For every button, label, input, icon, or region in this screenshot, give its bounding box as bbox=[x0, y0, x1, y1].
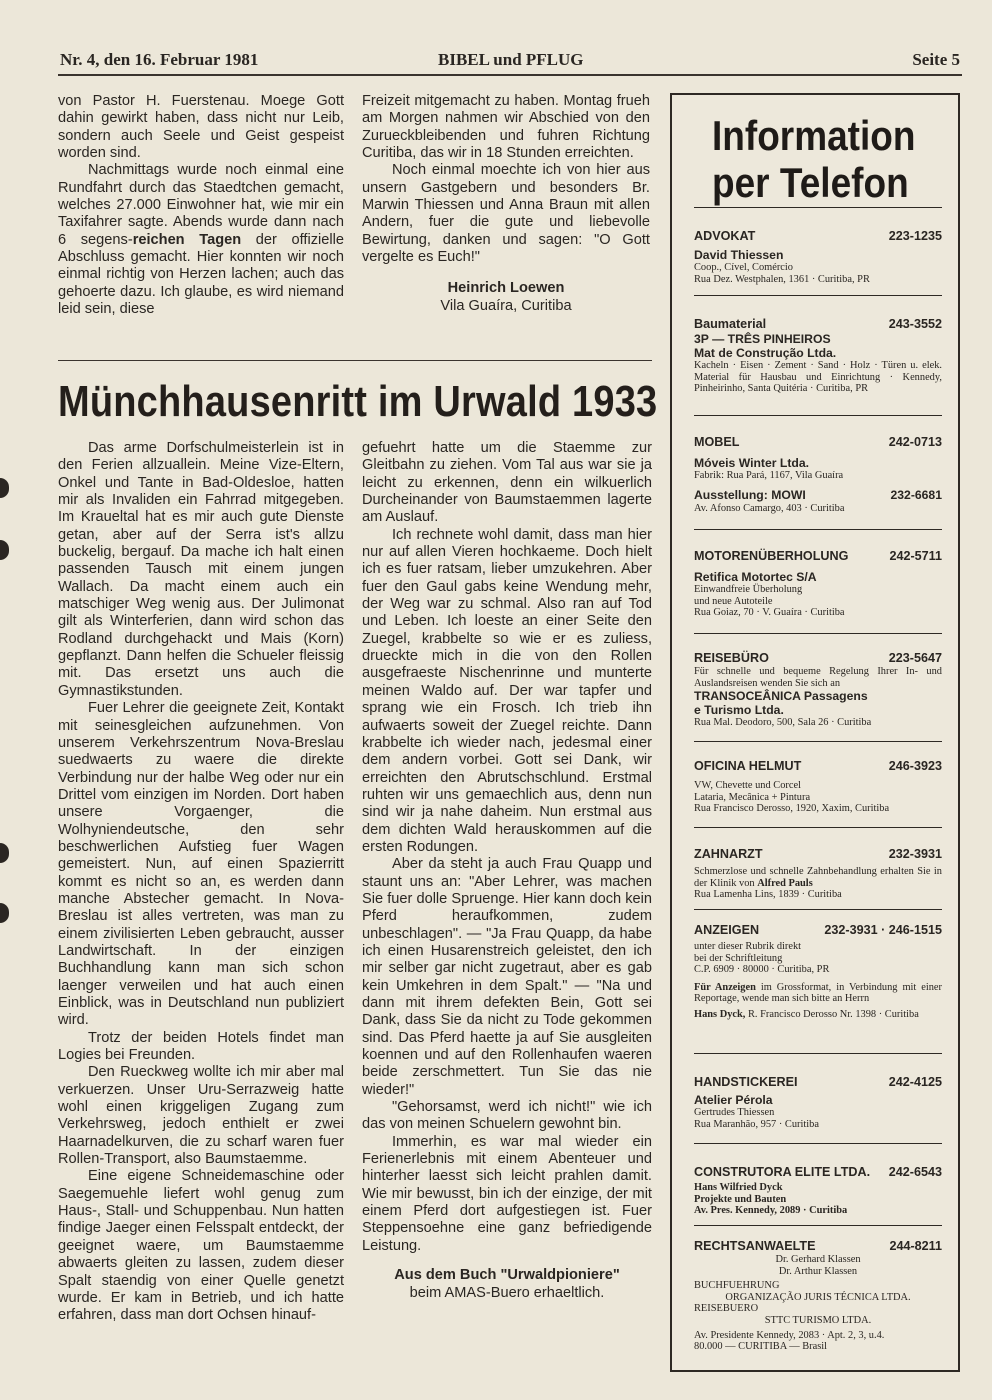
detail: Für schnelle und bequeme Regelung Ihrer In- und Auslandsreisen wenden Sie sich an bbox=[694, 666, 942, 689]
detail: Für Anzeigen im Grossformat, in Verbindung mit einer Reportage, wende man sich bitte an Herrn bbox=[694, 981, 942, 1005]
signature bbox=[362, 280, 650, 315]
paragraph: Nachmittags wurde noch einmal eine Rundfahrt durch das Staedtchen gemacht, welches 27.000 Einwohner hat, wie mir ein Taxifahrer sagte. Abends wurde dann nach 6 segens-reichen Tagen der offizielle Abschluss gemacht. Hier konnten wir noch einmal richtig von Herzen lachen; auch das gehoerte dazu. Ich glaube, es wird niemand leid sein, diese bbox=[58, 162, 344, 318]
source-book: Aus dem Buch "Urwaldpioniere" bbox=[394, 1267, 620, 1284]
paragraph: Freizeit mitgemacht zu haben. Montag frueh am Morgen nahmen wir Abschied von den Zurueckbleibenden und fuhren Richtung Curitiba, das wir in 18 Stunden erreichten. bbox=[362, 93, 650, 162]
phone-number: 223-5647 bbox=[888, 651, 942, 665]
punch-hole bbox=[0, 478, 9, 498]
publication-title: BIBEL und PFLUG bbox=[438, 50, 584, 69]
phone-number: 223-1235 bbox=[888, 229, 942, 243]
business-name: Retifica Motortec S/A bbox=[694, 570, 817, 584]
address: Av. Pres. Kennedy, 2089 · Curitiba bbox=[694, 1205, 848, 1217]
contact: Hans Dyck, R. Francisco Derosso Nr. 1398 · Curitiba bbox=[694, 1008, 919, 1020]
page-number: Seite 5 bbox=[912, 50, 960, 69]
business-name: Móveis Winter Ltda. bbox=[694, 456, 810, 470]
directory-rule bbox=[694, 1143, 942, 1144]
directory-rule bbox=[694, 207, 942, 208]
paragraph: Ich rechnete wohl damit, dass man hier nur auf allen Vieren hochkaeme. Doch hielt ich es fuer ratsam, lieber umzukehren. Aber fuer den Gaul gabs keine Wendung mehr, der Weg war zu schmal. Also ran auf Tod und Leben. Ich loeste an einer Seite den Zuegel, krabbelte so wie er es zuliess, drueckte mich in die von den Rollen ausgefraeste Nischenrinne und munterte meinen Waldo auf. Der war tapfer und sprang wie ein Frosch. Ich trieb ihn aufwaerts soweit der Zuegel reichte. Dann krabbelte ich wieder nach, jedesmal einer dem andern vorbei. Gott sei Dank, wir erreichten den Abrutschschlund. Erstmal ruhten wir uns gemaechlich aus, denn nun sind wir ja nahe daheim. Nun erstmal aus dem dichten Wald herauskommen auf die ersten Rodungen. bbox=[362, 526, 652, 855]
business-name: TRANSOCEÂNICA Passagens bbox=[694, 689, 868, 704]
phone-number: 242-4125 bbox=[888, 1075, 942, 1089]
business-name: David Thiessen bbox=[694, 248, 784, 262]
address: 80.000 — CURITIBA — Brasil bbox=[694, 1341, 828, 1353]
article-col-2 bbox=[362, 440, 652, 1302]
phone-number: 242-6543 bbox=[888, 1165, 942, 1179]
directory-rule bbox=[694, 633, 942, 634]
page-header bbox=[60, 50, 960, 74]
author-name: Heinrich Loewen bbox=[447, 280, 565, 297]
author-place: Vila Guaíra, Curitiba bbox=[440, 297, 572, 314]
address: Rua Dez. Westphalen, 1361 · Curitiba, PR bbox=[694, 273, 870, 285]
phone-number: 242-0713 bbox=[888, 435, 942, 449]
category: OFICINA HELMUT bbox=[694, 759, 802, 773]
punch-hole bbox=[0, 540, 9, 560]
detail: unter dieser Rubrik direkt bbox=[694, 941, 802, 952]
paragraph: Immerhin, es war mal wieder ein Ferienerlebnis mit einem Abenteuer und hinterher laesst sich leicht prahlen damit. Wie mir bewusst, bin ich der einzige, der mit einem Pferd dort aufgestiegen ist. Fuer Steppensoehne eine ganz befriedigende Leistung. bbox=[362, 1133, 652, 1254]
paragraph: Fuer Lehrer die geeignete Zeit, Kontakt mit seinesgleichen aufzunehmen. Von unserem Verkehrszentrum Nova-Breslau suedwaerts zu waere die direkte Verbindung nur der halbe Weg oder nur ein Drittel vom einzigen im Norden. Dort haben unsere Vorgaenger, die Wolhyniendeutsche, den sehr beschwerlichen Aufstieg fuer Wagen gemeistert. Nun, auf einen Spazierritt kommt es nicht so an, es werden dann manche Abstecher gemacht. In Nova-Breslau ist alles vertreten, was man zu einem zivilisierten Leben gebraucht, ausser Landwirtschaft. In der einzigen Buchhandlung kann man sich schon laenger verweilen und hat auch einen Einblick, was in Deutschland nun publiziert wird. bbox=[58, 700, 344, 1029]
category: HANDSTICKEREI bbox=[694, 1075, 798, 1089]
address: Av. Afonso Camargo, 403 · Curitiba bbox=[694, 502, 845, 514]
address: Fabrik: Rua Pará, 1167, Vila Guaíra bbox=[694, 470, 844, 481]
entry-motoren bbox=[694, 549, 942, 619]
article-col-1 bbox=[58, 440, 344, 1325]
business-name: 3P — TRÊS PINHEIROS bbox=[694, 332, 831, 346]
detail: Schmerzlose und schnelle Zahnbehandlung erhalten Sie in der Klinik von Alfred Pauls bbox=[694, 866, 942, 889]
category: CONSTRUTORA ELITE LTDA. bbox=[694, 1165, 871, 1179]
detail: Projekte und Bauten bbox=[694, 1193, 787, 1205]
category: MOBEL bbox=[694, 435, 740, 449]
paragraph: Noch einmal moechte ich von hier aus unsern Gastgebern und besonders Br. Marwin Thiessen und Anna Braun mit allen Andern, fuer die gute und liebevolle Bewirtung, danken und sagen: "O Gott vergelte es Euch!" bbox=[362, 162, 650, 266]
category: Ausstellung: MOWI bbox=[694, 487, 806, 502]
business-name: e Turismo Ltda. bbox=[694, 703, 784, 718]
address: Av. Presidente Kennedy, 2083 · Apt. 2, 3, u.4. bbox=[694, 1329, 885, 1341]
detail: Coop., Cível, Comércio bbox=[694, 262, 793, 273]
phone-number: 246-3923 bbox=[888, 759, 942, 773]
directory-rule bbox=[694, 909, 942, 910]
business-name: Atelier Pérola bbox=[694, 1093, 773, 1107]
category: ADVOKAT bbox=[694, 229, 756, 243]
detail: BUCHFUEHRUNG bbox=[694, 1280, 780, 1292]
contact: Hans Wilfried Dyck bbox=[694, 1182, 783, 1193]
phone-number: 232-3931 bbox=[888, 847, 942, 861]
article-source bbox=[362, 1267, 652, 1302]
detail: ORGANIZAÇÃO JURIS TÉCNICA LTDA. bbox=[725, 1291, 911, 1303]
issue-date: Nr. 4, den 16. Februar 1981 bbox=[60, 50, 259, 69]
paragraph: "Gehorsamst, werd ich nicht!" wie ich das von meinen Schuelern gewohnt bin. bbox=[362, 1099, 652, 1133]
category: Baumaterial bbox=[694, 317, 767, 331]
directory-rule bbox=[694, 741, 942, 742]
directory-rule bbox=[694, 415, 942, 416]
detail: Lataria, Mecânica + Pintura bbox=[694, 791, 811, 803]
paragraph: Eine eigene Schneidemaschine oder Saegemuehle liefert wohl genug zum Haus-, Stall- und Schuppenbau. Nun hatten findige Jaeger einen Felsspalt entdeckt, der geeignet waere, um Baumstaemme abwaerts gleiten zu lassen, zudem dieser Spalt staendig von einer Quelle genetzt wurde. Er kam in Betrieb, und ich hatte erfahren, dass man dort Ochsen hinauf- bbox=[58, 1168, 344, 1324]
detail: Dr. Gerhard Klassen bbox=[775, 1254, 861, 1265]
business-name: Mat de Construção Ltda. bbox=[694, 346, 837, 360]
paragraph: Trotz der beiden Hotels findet man Logies bei Freunden. bbox=[58, 1029, 344, 1064]
address: Rua Mal. Deodoro, 500, Sala 26 · Curitiba bbox=[694, 717, 872, 729]
entry-advokat bbox=[694, 229, 942, 285]
address: C.P. 6909 · 80000 · Curitiba, PR bbox=[694, 964, 830, 976]
detail: und neue Autoteile bbox=[694, 595, 773, 607]
address: Rua Lamenha Lins, 1839 · Curitiba bbox=[694, 889, 842, 901]
header-rule bbox=[58, 74, 962, 76]
article-headline: Münchhausenritt im Urwald 1933 bbox=[58, 378, 658, 427]
directory-title: Information per Telefon bbox=[712, 113, 916, 206]
entry-oficina bbox=[694, 759, 942, 815]
paragraph: gefuehrt hatte um die Staemme zur Gleitbahn zu ziehen. Vom Tal aus war sie ja leicht zu erkennen, denn ein wilkuerlich Durcheinander von Baumstaemmen lagerte am Auslauf. bbox=[362, 440, 652, 526]
detail: VW, Chevette und Corcel bbox=[694, 780, 801, 791]
punch-hole bbox=[0, 903, 9, 923]
article-divider bbox=[58, 360, 652, 361]
entry-mobel bbox=[694, 435, 942, 514]
detail: STTC TURISMO LTDA. bbox=[764, 1314, 872, 1326]
phone-directory-box bbox=[670, 93, 960, 1372]
category: RECHTSANWAELTE bbox=[694, 1239, 816, 1253]
paragraph: von Pastor H. Fuerstenau. Moege Gott dahin gewirkt haben, dass nicht nur Leib, sondern auch Seele und Geist gespeist worden sind. bbox=[58, 93, 344, 162]
detail: Einwandfreie Überholung bbox=[694, 584, 803, 595]
detail: Gertrudes Thiessen bbox=[694, 1107, 775, 1118]
address: Rua Francisco Derosso, 1920, Xaxim, Curitiba bbox=[694, 803, 890, 815]
directory-rule bbox=[694, 827, 942, 828]
paragraph: Aber da steht ja auch Frau Quapp und staunt uns an: "Aber Lehrer, was machen Sie fuer dolle Spruenge. Hier kann doch kein Pferd heraufkommen, zudem unbeschlagen". — "Ja Frau Quapp, da habe ich einen Husarenstreich geleistet, den ich mir selber gar nicht zugetraut, aber es gab kein Umkehren in dem Spalt." — "Na und dann mit ihrem defekten Bein, Gott sei Dank, dass Sie da nicht zu Tode gekommen sind. Das Pferd haette ja auf Sie ausgleiten koennen und auf den Rollenhaufen waeren beide zerschmettert. Tun Sie das nie wieder!" bbox=[362, 856, 652, 1098]
paragraph: Das arme Dorfschulmeisterlein ist in den Ferien allzuallein. Meine Vize-Eltern, Onkel und Tante in Bad-Oldesloe, hatten mir als Invaliden ein Fahrrad mitgegeben. Im Kraueltal hat es mir auch gute Dienste getan, aber auf der Serra ist's allzu buckelig, bergauf. Da mache ich halt einen passenden Tausch mit einem jungen Wallach. Da macht einem auch ein matschiger Weg wenig aus. Der Julimonat gilt als Winterferien, dann wird schon das Rodland durchgehackt und Mais (Korn) gepflanzt. Dann helfen die Schueler fleissig mit. Das ersetzt uns auch die Gymnastikstunden. bbox=[58, 440, 344, 699]
phone-number: 243-3552 bbox=[888, 317, 942, 331]
entry-baumaterial bbox=[694, 317, 942, 395]
directory-rule bbox=[694, 295, 942, 296]
detail: Kacheln · Eisen · Zement · Sand · Holz · Türen u. elek. Material für Hausbau und Einrichtung · Kennedy, Pinheirinho, Santa Quitéria · Curitiba, PR bbox=[694, 360, 942, 395]
phone-number: 232-3931 · 246-1515 bbox=[824, 923, 942, 937]
prev-article-col-1 bbox=[58, 93, 344, 318]
address: Rua Maranhão, 957 · Curitiba bbox=[694, 1118, 819, 1130]
phone-number: 232-6681 bbox=[890, 487, 942, 502]
address: Rua Goiaz, 70 · V. Guaíra · Curitiba bbox=[694, 607, 845, 619]
entry-construtora bbox=[694, 1165, 942, 1217]
detail: REISEBUERO bbox=[694, 1303, 759, 1315]
category: ANZEIGEN bbox=[694, 923, 760, 937]
directory-rule bbox=[694, 1053, 942, 1054]
source-availability: beim AMAS-Buero erhaeltlich. bbox=[409, 1284, 605, 1301]
entry-zahnarzt bbox=[694, 847, 942, 901]
directory-rule bbox=[694, 529, 942, 530]
punch-hole bbox=[0, 843, 9, 863]
phone-number: 244-8211 bbox=[889, 1239, 942, 1253]
entry-handstickerei bbox=[694, 1075, 942, 1130]
entry-anzeigen bbox=[694, 923, 942, 1021]
entry-rechtsanwaelte bbox=[694, 1239, 942, 1353]
prev-article-col-2 bbox=[362, 93, 650, 315]
directory-rule bbox=[694, 1225, 942, 1226]
detail: bei der Schriftleitung bbox=[694, 952, 783, 964]
category: MOTORENÜBERHOLUNG bbox=[694, 549, 849, 563]
phone-number: 242-5711 bbox=[889, 549, 942, 563]
paragraph: Den Rueckweg wollte ich mir aber mal verkuerzen. Unser Uru-Serrazweig hatte wohl einen kriggeligen Zugang zum Verkehrsweg, jedoch enthielt er zwei Haarnadelkurven, die zu scharf waren fuer Rollen-Transport, also Baumstaemme. bbox=[58, 1064, 344, 1168]
category: REISEBÜRO bbox=[694, 651, 769, 665]
detail: Dr. Arthur Klassen bbox=[778, 1265, 858, 1277]
category: ZAHNARZT bbox=[694, 847, 763, 861]
entry-reisebuero bbox=[694, 651, 942, 729]
